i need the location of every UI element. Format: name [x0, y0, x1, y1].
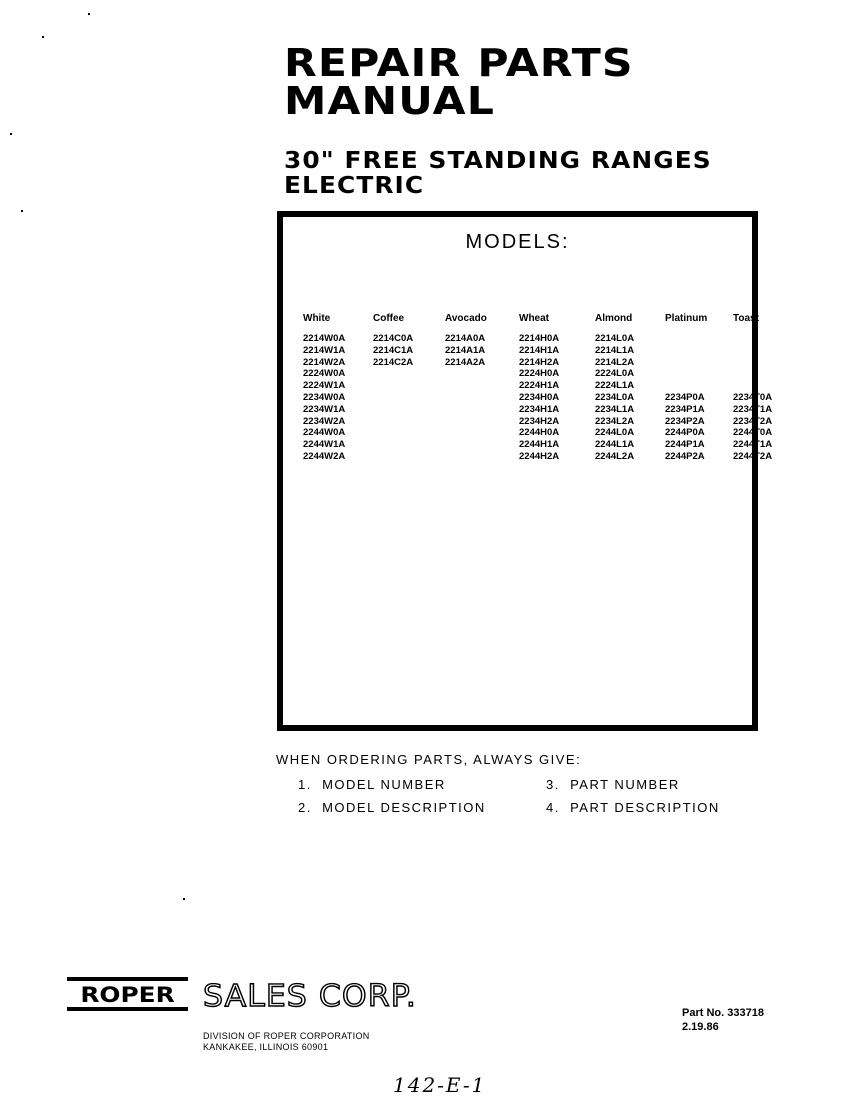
model-column-wheat [519, 313, 559, 463]
model-number [733, 333, 772, 345]
model-number: 2214L1A [595, 344, 635, 356]
models-box [277, 211, 773, 731]
model-number: 2244W2A [303, 450, 346, 462]
model-number: 2224L1A [595, 380, 635, 392]
model-number: 2244W0A [303, 427, 346, 439]
model-column-avocado [445, 313, 487, 368]
page-subtitle [284, 149, 712, 199]
logo-top-bar [67, 977, 188, 981]
division-line-1: DIVISION OF ROPER CORPORATION [203, 1031, 370, 1041]
handwritten-note: 142-E-1 [393, 1073, 487, 1097]
model-number: 2224W0A [303, 368, 346, 380]
column-header: Platinum [665, 313, 708, 324]
model-number: 2234L2A [595, 415, 635, 427]
column-header: White [303, 313, 331, 324]
model-number: 2234T2A [733, 415, 773, 427]
model-number: 2234H1A [519, 403, 560, 415]
model-number: 2234W2A [303, 415, 346, 427]
column-header: Wheat [519, 313, 549, 324]
model-number: 2214W1A [303, 344, 346, 356]
page-title [284, 41, 634, 123]
model-number: 2244H0A [519, 427, 560, 439]
model-number: 2244T2A [733, 450, 773, 462]
model-number: 2224L0A [595, 368, 635, 380]
ordering-item-number: 3. [546, 777, 560, 792]
model-number: 2234P1A [665, 403, 705, 415]
ordering-item-2 [298, 800, 486, 815]
title-line-2: MANUAL [284, 79, 495, 123]
model-number: 2244T1A [733, 439, 773, 451]
scan-speck [42, 36, 44, 38]
model-number: 2214A1A [445, 344, 486, 356]
subtitle-line-2: ELECTRIC [284, 173, 425, 199]
model-number: 2214A2A [445, 356, 486, 368]
model-number [665, 345, 707, 357]
model-number: 2234P0A [665, 391, 705, 403]
model-number: 2214W0A [303, 333, 346, 344]
model-number: 2244W1A [303, 439, 346, 451]
model-column-coffee [373, 313, 413, 368]
company-name: SALES CORP. [203, 979, 417, 1014]
model-number: 2234T1A [733, 403, 773, 415]
model-number: 2234L0A [595, 391, 635, 403]
model-number: 2214C1A [373, 344, 414, 356]
model-column-platinum [665, 313, 707, 463]
model-number [665, 380, 707, 392]
ordering-item-text: MODEL NUMBER [322, 777, 446, 792]
model-number: 2234W1A [303, 403, 346, 415]
ordering-item-text: MODEL DESCRIPTION [322, 800, 486, 815]
model-number [733, 380, 772, 392]
ordering-item-1 [298, 777, 446, 792]
scan-speck [88, 13, 90, 15]
column-header: Almond [595, 313, 633, 324]
ordering-item-number: 1. [298, 777, 312, 792]
model-number: 2214L2A [595, 356, 635, 368]
model-number: 2224W1A [303, 380, 346, 392]
model-number [665, 333, 707, 345]
model-number [733, 345, 772, 357]
column-header: Avocado [445, 313, 487, 324]
model-number: 2244L2A [595, 450, 635, 462]
scan-speck [21, 210, 23, 212]
part-number: Part No. 333718 [682, 1007, 764, 1019]
model-number: 2214H2A [519, 356, 560, 368]
model-number: 2244H2A [519, 450, 560, 462]
model-number: 2234H2A [519, 415, 560, 427]
scan-speck [10, 133, 12, 135]
division-info [203, 1031, 370, 1053]
logo-bottom-bar [67, 1007, 188, 1011]
ordering-item-text: PART DESCRIPTION [570, 800, 720, 815]
model-number: 2234L1A [595, 403, 635, 415]
models-heading: MODELS: [465, 231, 570, 253]
ordering-item-3 [546, 777, 680, 792]
model-number: 2214W2A [303, 356, 346, 368]
model-number: 2214C0A [373, 333, 414, 344]
model-number: 2244P0A [665, 427, 705, 439]
column-header: Toast [733, 313, 759, 324]
model-number: 2234W0A [303, 391, 346, 403]
model-number: 2214H1A [519, 344, 560, 356]
title-line-1: REPAIR PARTS [284, 41, 634, 85]
model-column-almond [595, 313, 634, 463]
model-number: 2244P2A [665, 450, 705, 462]
model-number: 2234P2A [665, 415, 705, 427]
model-number: 2244L0A [595, 427, 635, 439]
model-number: 2214H0A [519, 333, 560, 344]
logo-text: ROPER [80, 983, 175, 1007]
model-column-white [303, 313, 345, 463]
model-number: 2244T0A [733, 427, 773, 439]
model-number [733, 368, 772, 380]
ordering-item-number: 4. [546, 800, 560, 815]
model-number: 2244L1A [595, 439, 635, 451]
model-number: 2234H0A [519, 391, 560, 403]
model-number: 2224H1A [519, 380, 560, 392]
model-column-toast [733, 313, 772, 463]
model-number: 2244H1A [519, 439, 560, 451]
model-number [665, 357, 707, 369]
roper-logo [67, 977, 188, 1011]
model-number: 2244P1A [665, 439, 705, 451]
ordering-item-number: 2. [298, 800, 312, 815]
model-number: 2214C2A [373, 356, 414, 368]
scan-speck [183, 898, 185, 900]
subtitle-line-1: 30" FREE STANDING RANGES [284, 148, 712, 174]
model-number: 2234T0A [733, 391, 773, 403]
division-line-2: KANKAKEE, ILLINOIS 60901 [203, 1042, 329, 1052]
model-number: 2214L0A [595, 333, 635, 344]
ordering-item-text: PART NUMBER [570, 777, 680, 792]
print-date: 2.19.86 [682, 1021, 719, 1033]
column-header: Coffee [373, 313, 405, 324]
model-number: 2214A0A [445, 333, 486, 344]
model-number [665, 368, 707, 380]
ordering-item-4 [546, 800, 720, 815]
part-number-block [682, 1006, 764, 1034]
model-number: 2224H0A [519, 368, 560, 380]
ordering-heading: WHEN ORDERING PARTS, ALWAYS GIVE: [276, 752, 582, 767]
model-number [733, 357, 772, 369]
